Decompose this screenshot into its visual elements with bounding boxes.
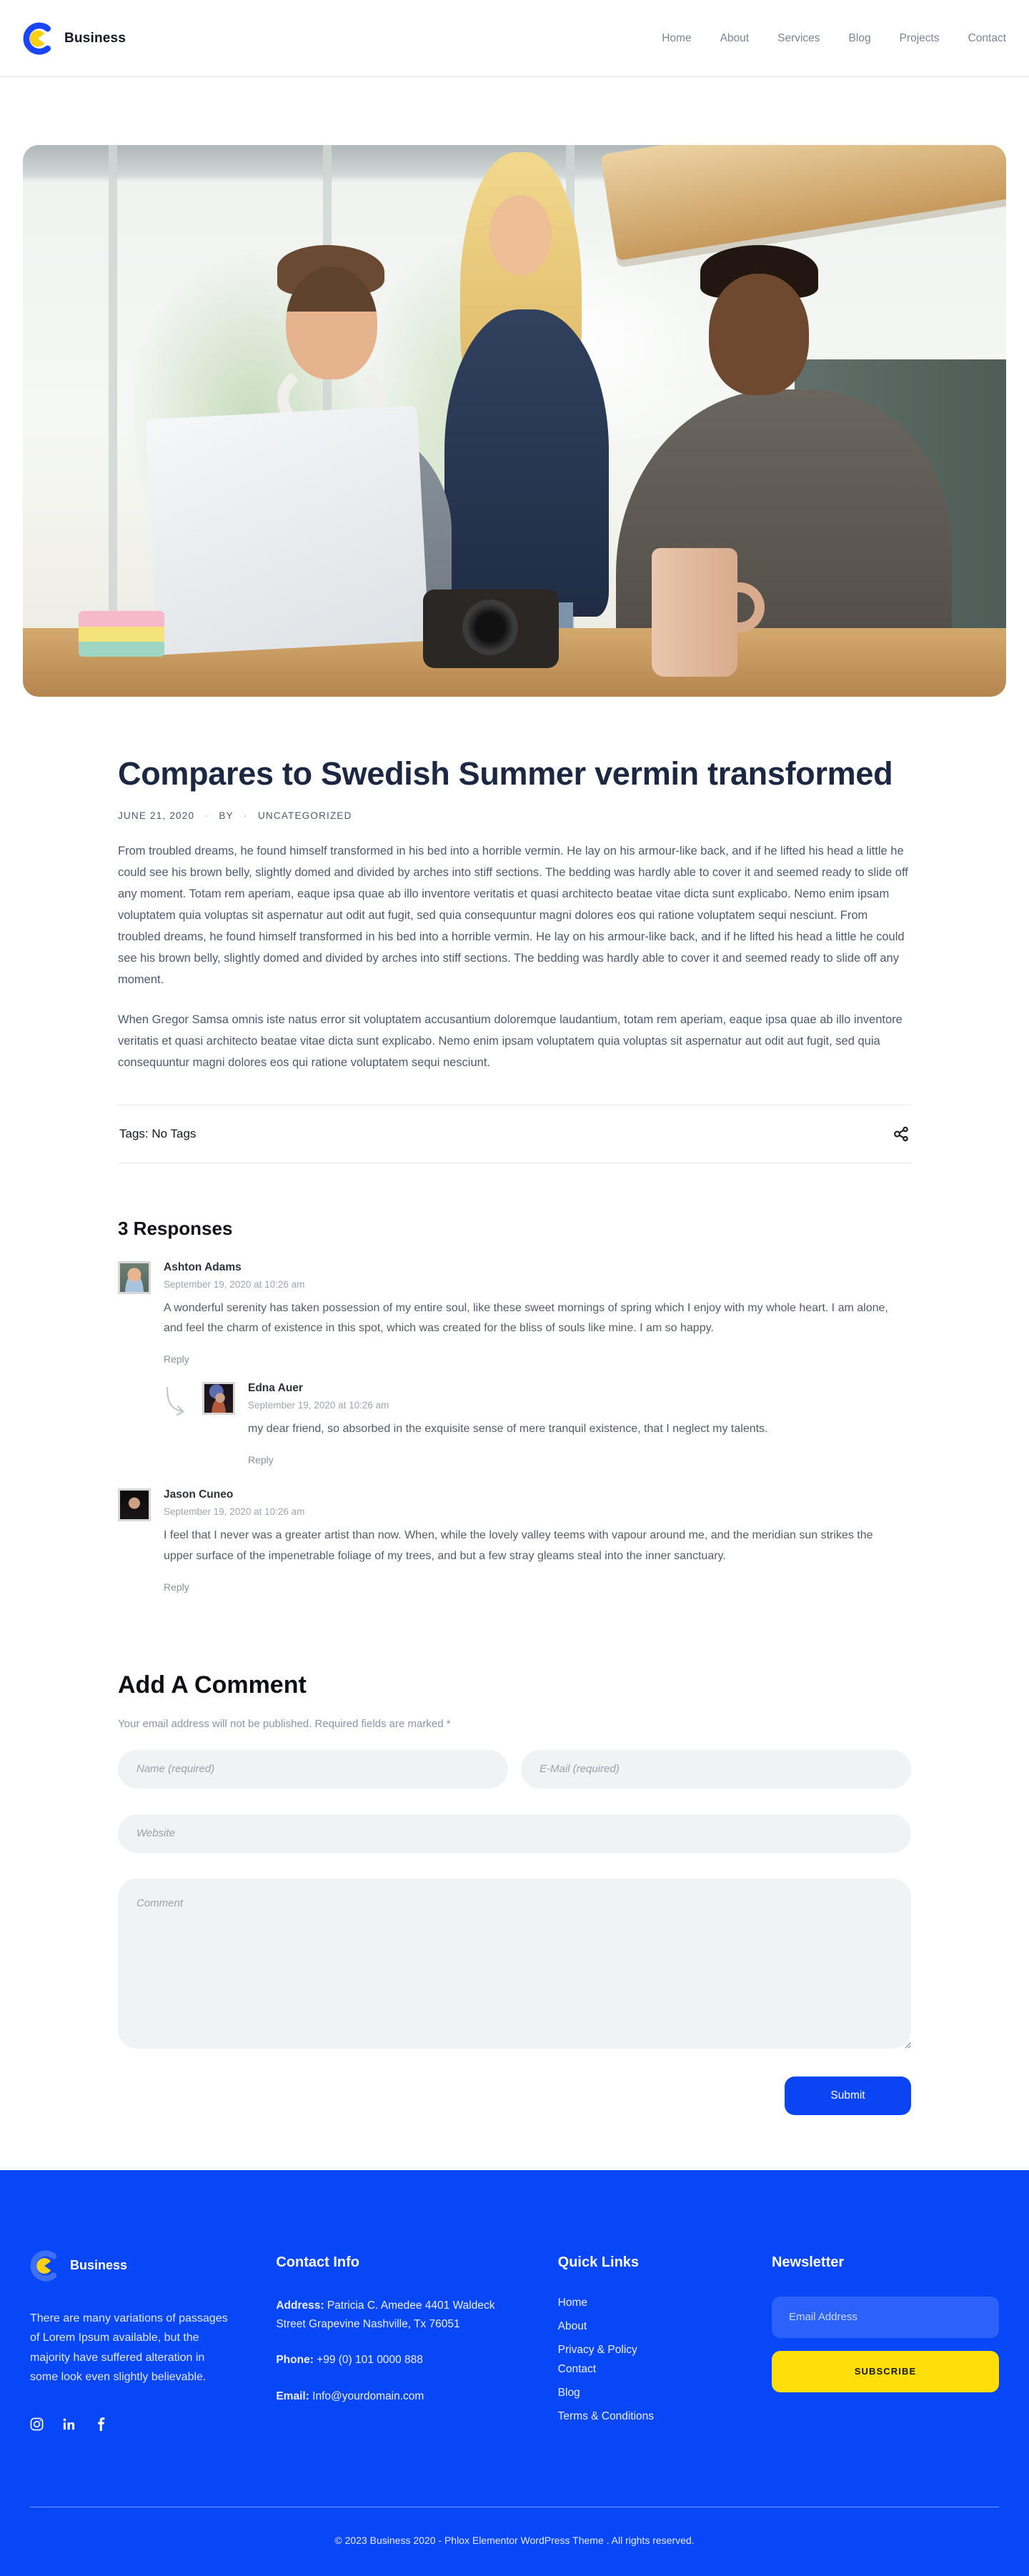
nav-services[interactable]: Services: [777, 31, 820, 44]
contact-phone: [276, 2351, 512, 2369]
share-icon[interactable]: [893, 1125, 910, 1143]
site-footer: [0, 2170, 1029, 2576]
post-body: [118, 840, 911, 1073]
nav-contact[interactable]: Contact: [968, 31, 1006, 44]
meta-separator: ·: [243, 809, 248, 822]
reply-link[interactable]: Reply: [248, 1454, 274, 1466]
quick-links-heading: Quick Links: [557, 2254, 640, 2270]
tags-text: [119, 1127, 196, 1141]
website-field[interactable]: [118, 1814, 911, 1853]
comment-form-heading: Add A Comment: [118, 1671, 307, 1699]
facebook-icon[interactable]: [94, 2417, 108, 2431]
comment-form-notice: Your email address will not be published. Required fields are marked *: [118, 1717, 451, 1730]
contact-address: [276, 2297, 512, 2334]
person-center-face: [489, 195, 552, 275]
footer-newsletter-column: [772, 2250, 999, 2434]
newsletter-email-input[interactable]: [772, 2297, 999, 2338]
post-category[interactable]: UNCATEGORIZED: [257, 810, 352, 821]
nav-about[interactable]: About: [720, 31, 750, 44]
brand-logo[interactable]: [23, 22, 126, 55]
address-label: Address:: [276, 2299, 324, 2312]
footer-social-icons: [30, 2417, 230, 2431]
person-right-face: [709, 274, 809, 395]
meta-separator: ·: [204, 809, 209, 822]
comment-item: [118, 1488, 911, 1594]
address-value: Patricia C. Amedee 4401 Waldeck Street Grapevine Nashville, Tx 76051: [276, 2299, 495, 2330]
footer-link-privacy[interactable]: Privacy & Policy: [557, 2343, 637, 2356]
post-paragraph: When Gregor Samsa omnis iste natus error sit voluptatem accusantium doloremque laudantium, totam rem aperiam, eaque ipsa quae ab illo inventore veritatis et quasi architecto beatae vitae dicta sunt explicabo. Nemo enim ipsam voluptatem quia voluptas sit aspernatur aut odit aut fugit, sed quia consequuntur magni dolores eos qui ratione voluptatem sequi nesciunt.: [118, 1013, 903, 1069]
footer-columns: [0, 2250, 1029, 2434]
reply-link[interactable]: Reply: [164, 1353, 189, 1366]
hero-photo: [23, 145, 1006, 697]
nav-home[interactable]: Home: [662, 31, 692, 44]
footer-brand-logo[interactable]: [30, 2250, 230, 2282]
avatar: [118, 1261, 151, 1294]
footer-links-column: [558, 2250, 726, 2434]
reply-link[interactable]: Reply: [164, 1581, 189, 1593]
comment-date: September 19, 2020 at 10:26 am: [164, 1278, 305, 1290]
comment-content: [248, 1382, 768, 1467]
comment-date: September 19, 2020 at 10:26 am: [164, 1506, 305, 1518]
footer-logo-icon: [30, 2250, 61, 2282]
comment-date: September 19, 2020 at 10:26 am: [248, 1400, 389, 1411]
comment-text: A wonderful serenity has taken possession of my entire soul, like these sweet mornings of spring which I enjoy with my whole heart. I am alone, and feel the charm of existence in this spot, which was created for the bliss of souls like mine. I am so happy.: [164, 1301, 888, 1335]
nav-projects[interactable]: Projects: [899, 31, 940, 44]
subscribe-button[interactable]: SUBSCRIBE: [772, 2351, 999, 2392]
footer-brand-name: Business: [70, 2258, 128, 2273]
comment-field[interactable]: [118, 1879, 911, 2049]
contact-email: [276, 2387, 512, 2406]
post-meta: [118, 810, 911, 822]
person-center-body: [444, 309, 609, 617]
article: [118, 750, 911, 2115]
logo-icon: [23, 22, 56, 55]
copyright-text: © 2023 Business 2020 - Phlox Elementor WordPress Theme . All rights reserved.: [334, 2534, 695, 2546]
name-field[interactable]: [118, 1750, 508, 1789]
footer-link-contact[interactable]: Contact: [557, 2362, 597, 2375]
comment-content: [164, 1261, 895, 1367]
footer-about-text: There are many variations of passages of Lorem Ipsum available, but the majority have suffered alteration in some look even slightly believable.: [30, 2312, 228, 2384]
comment-item: [118, 1261, 911, 1367]
hero-camera-lens: [462, 600, 518, 655]
footer-link-blog[interactable]: Blog: [557, 2386, 580, 2399]
hero-mug: [652, 548, 737, 677]
footer-contact-column: [276, 2250, 512, 2434]
tags-label: Tags:: [119, 1126, 149, 1140]
linkedin-icon[interactable]: [62, 2417, 76, 2431]
comment-content: [164, 1488, 895, 1594]
footer-link-home[interactable]: Home: [557, 2296, 588, 2309]
contact-heading: Contact Info: [276, 2254, 359, 2270]
tags-value: No Tags: [151, 1126, 197, 1140]
quick-links-list: [558, 2297, 726, 2423]
phone-value[interactable]: +99 (0) 101 0000 888: [317, 2354, 423, 2367]
nav-blog[interactable]: Blog: [848, 31, 871, 44]
email-field[interactable]: [521, 1750, 911, 1789]
phone-label: Phone:: [276, 2354, 314, 2367]
email-value[interactable]: Info@yourdomain.com: [312, 2389, 424, 2402]
footer-link-about[interactable]: About: [557, 2319, 587, 2332]
submit-button[interactable]: Submit: [785, 2077, 911, 2115]
post-author-label: BY: [219, 810, 234, 821]
comment-author: Jason Cuneo: [164, 1488, 234, 1501]
avatar: [202, 1382, 235, 1415]
post-paragraph: From troubled dreams, he found himself transformed in his bed into a horrible vermin. He lay on his armour-like back, and if he lifted his head a little he could see his brown belly, slightly domed and divided by arches into stiff sections. The bedding was hardly able to cover it and seemed ready to slide off any moment. Totam rem aperiam, eaque ipsa quae ab illo inventore veritatis et quasi architecto beatae vitae dicta sunt explicabo. Nemo enim ipsam voluptatem quia voluptas sit aspernatur aut odit aut fugit, sed quia consequuntur magni dolores eos qui ratione voluptatem sequi nesciunt. From troubled dreams, he found himself transformed in his bed into a horrible vermin. He lay on his armour-like back, and if he lifted his head a little he could see his brown belly, slightly domed and divided by arches into stiff sections. The bedding was hardly able to cover it and seemed ready to slide off any moment.: [118, 844, 908, 986]
email-label: Email:: [276, 2389, 309, 2402]
newsletter-heading: Newsletter: [771, 2254, 845, 2270]
brand-name: Business: [64, 30, 126, 46]
comments-section: [118, 1218, 911, 1594]
comment-author: Edna Auer: [248, 1382, 303, 1395]
form-row: [118, 1750, 911, 1789]
reply-arrow-icon: [162, 1386, 188, 1421]
comment-form: [118, 1750, 911, 2115]
post-title: Compares to Swedish Summer vermin transformed: [118, 755, 893, 792]
site-header: [0, 0, 1029, 77]
footer-link-terms[interactable]: Terms & Conditions: [557, 2410, 655, 2422]
hero-sticky-notes: [79, 611, 164, 657]
comment-form-section: [118, 1671, 911, 2115]
tags-bar: [118, 1105, 911, 1163]
instagram-icon[interactable]: [30, 2417, 44, 2431]
hero-laptop: [146, 405, 429, 655]
comment-author: Ashton Adams: [164, 1260, 242, 1273]
submit-row: [118, 2077, 911, 2115]
footer-about-column: [30, 2250, 230, 2434]
comment-text: I feel that I never was a greater artist than now. When, while the lovely valley teems with vapour around me, and the meridian sun strikes the upper surface of the impenetrable foliage of my trees, and but a few stray gleams steal into the inner sanctuary.: [164, 1529, 873, 1562]
responses-heading: 3 Responses: [118, 1217, 233, 1239]
comment-text: my dear friend, so absorbed in the exquisite sense of mere tranquil existence, that I neglect my talents.: [248, 1423, 768, 1436]
comment-item-nested: [202, 1382, 911, 1467]
main-nav: [662, 32, 1006, 45]
avatar: [118, 1488, 151, 1521]
post-date[interactable]: JUNE 21, 2020: [118, 810, 195, 821]
